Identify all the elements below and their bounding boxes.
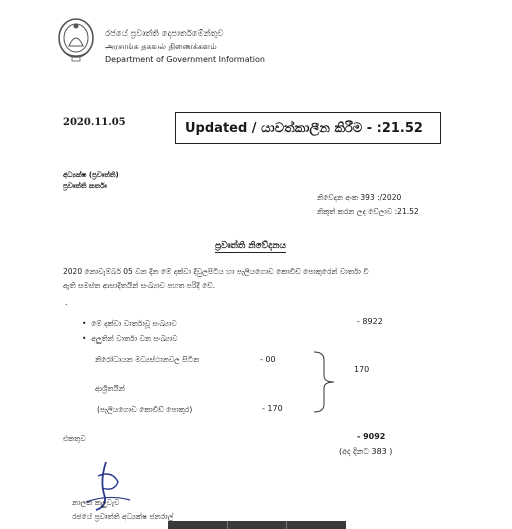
update-banner (175, 112, 441, 144)
contacts-label: ආශ්‍රිතයින් (95, 384, 125, 393)
list-item (82, 319, 177, 329)
list-item (82, 334, 178, 344)
toolbar-divider (286, 521, 287, 529)
signatory-title: රජයේ ප්‍රවෘත්ති අධ්‍යක්ෂ ජනරාල් (72, 512, 174, 521)
viewer-toolbar[interactable] (168, 521, 346, 529)
separator-dot: . (65, 298, 68, 307)
body-paragraph-line-1: 2020 නොවැම්බර් 05 වන දින මේ දක්වා දිවුලපිටිය හා පෑලියගොඩ කොවිඩ් පොකුරෙන් වාර්තා වී (63, 267, 369, 276)
addressee-line-2: ප්‍රවෘත්ති කර්තෘ (63, 182, 107, 190)
bullet-icon: • (82, 334, 92, 343)
department-name-english: Department of Government Information (105, 55, 265, 64)
release-time: නිකුත් කරන ලද වේලාව :21.52 (317, 207, 419, 216)
total-value: - 9092 (357, 432, 386, 441)
signatory-name: නාලක කලුවැව (72, 498, 120, 507)
page-title: ප්‍රවෘත්ති නිවේදනය (215, 241, 286, 251)
cluster-label: (පෑලියගොඩ කොවිඩ් පොකුර) (97, 405, 193, 414)
toolbar-divider (227, 521, 228, 529)
addressee-line-1: අධ්‍යක්ෂ (ප්‍රවෘත්ති) (63, 171, 119, 179)
right-brace-icon (312, 350, 338, 414)
reported-total-value: - 8922 (357, 317, 383, 326)
list-item-label: අලුතින් වාර්තා වන සංඛ්‍යාව (91, 334, 178, 343)
signature-image (78, 458, 138, 518)
department-name-tamil: அரசாங்க தகவல் திணைக்களம் (105, 42, 217, 51)
government-seal-icon (55, 16, 97, 64)
body-paragraph-line-2: ඇති සමස්ත ආසාදිතයින් සංඛ්‍යාව පහත පරිදි වේ. (63, 281, 215, 290)
document-date: 2020.11.05 (63, 117, 126, 128)
quarantine-value: - 00 (260, 355, 276, 364)
quarantine-label: නිරෝධායන මධ්‍යස්ථානවල සිටින (95, 355, 200, 364)
list-item-label: මේ දක්වා වාර්තාවූ සංඛ්‍යාව (91, 319, 177, 328)
today-count: (අද දිනට 383 ) (339, 447, 393, 456)
department-name-sinhala: රජයේ ප්‍රවෘත්ති දෙපාර්තමේන්තුව (105, 29, 224, 39)
cluster-value: - 170 (262, 404, 283, 413)
new-cases-sum: 170 (354, 365, 370, 374)
update-banner-text: Updated / යාවත්කාලීන කිරීම - :21.52 (185, 120, 423, 136)
release-number: නිවේදන අංක 393 :/2020 (317, 193, 402, 202)
total-label: එකතුව (63, 434, 86, 443)
bullet-icon: • (82, 319, 92, 328)
